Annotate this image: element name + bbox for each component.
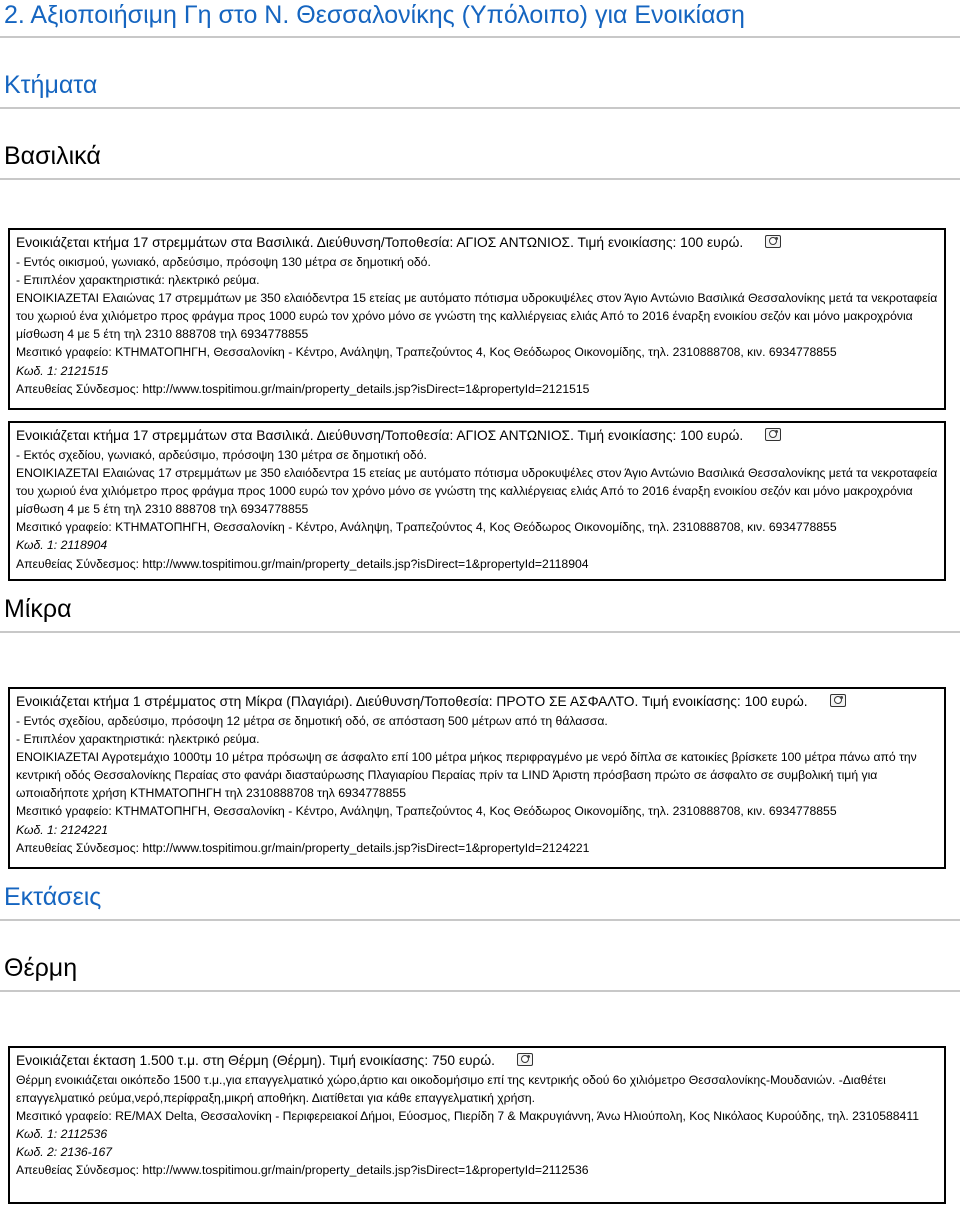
listing-card[interactable] [8, 421, 946, 581]
listing-code: Κωδ. 2: 2136-167 [16, 1145, 113, 1160]
section-heading-ktimata: Κτήματα [4, 71, 98, 99]
listing-feature: - Εντός σχεδίου, αρδεύσιμο, πρόσοψη 12 μέτρα σε δημοτική οδό, σε απόσταση 500 μέτρων από τη θάλασσα. [16, 714, 608, 728]
divider [0, 919, 960, 921]
section-heading-mikra: Μίκρα [4, 595, 72, 623]
camera-icon[interactable] [765, 235, 781, 248]
listing-link[interactable]: Απευθείας Σύνδεσμος: http://www.tospitimou.gr/main/property_details.jsp?isDirect=1&propertyId=2112536 [16, 1163, 589, 1178]
listing-link[interactable]: Απευθείας Σύνδεσμος: http://www.tospitimou.gr/main/property_details.jsp?isDirect=1&propertyId=2121515 [16, 381, 590, 396]
listing-description: Θέρμη ενοικιάζεται οικόπεδο 1500 τ.μ.,για επαγγελματικό χώρο,άρτιο και οικοδομήσιμο επί της κεντρικής οδού 6ο χιλιόμετρο Θεσσαλονίκης-Μουδανιών. -Διαθέτει επαγγελματικό ρεύμα,νερό,περίφραξη,μικρή αποθήκη. Διατίθεται για κάθε επαγγελματική χρήση. [16, 1073, 886, 1106]
listing-feature: - Επιπλέον χαρακτηριστικά: ηλεκτρικό ρεύμα. [16, 732, 260, 747]
listing-description: ΕΝΟΙΚΙΑΖΕΤΑΙ Αγροτεμάχιο 1000τμ 10 μέτρα πρόσωψη σε άσφαλτο επί 100 μέτρα μήκος περιφραγμένο με νερό δίπλα σε κατοικίες βρίσκετε 100 μέτρα πάνω από την κεντρική οδός Θεσσαλονίκης Περαίας στο φανάρι διασταύρωσης Πλαγιαρίου Περαίας πρίν τα LIND Άριστη πρόσβαση πρώτο σε άσφαλτο σε συμβολική τιμή για ωποιαδήποτε χρήση ΚΤΗΜΑΤΟΠΗΓΗ τηλ 2310888708 τηλ 6934778855 [16, 750, 917, 801]
divider [0, 36, 960, 38]
listing-title[interactable]: Ενοικιάζεται κτήμα 17 στρεμμάτων στα Βασιλικά. Διεύθυνση/Τοποθεσία: ΑΓΙΟΣ ΑΝΤΩΝΙΟΣ. Τιμή ενοικίασης: 100 ευρώ. [16, 426, 938, 445]
section-heading-thermi: Θέρμη [4, 954, 78, 982]
divider [0, 178, 960, 180]
section-heading-vasilika: Βασιλικά [4, 142, 101, 170]
listing-broker: Μεσιτικό γραφείο: ΚΤΗΜΑΤΟΠΗΓΗ, Θεσσαλονίκη - Κέντρο, Ανάληψη, Τραπεζούντος 4, Κος Θεόδωρος Οικονομίδης, τηλ. 2310888708, κιν. 6934778855 [16, 345, 837, 360]
listing-broker: Μεσιτικό γραφείο: ΚΤΗΜΑΤΟΠΗΓΗ, Θεσσαλονίκη - Κέντρο, Ανάληψη, Τραπεζούντος 4, Κος Θεόδωρος Οικονομίδης, τηλ. 2310888708, κιν. 6934778855 [16, 804, 837, 819]
page-title: 2. Αξιοποιήσιμη Γη στο Ν. Θεσσαλονίκης (Υπόλοιπο) για Ενοικίαση [4, 1, 745, 29]
camera-icon[interactable] [830, 694, 846, 707]
camera-icon[interactable] [765, 428, 781, 441]
listing-card[interactable] [8, 228, 946, 410]
listing-code: Κωδ. 1: 2112536 [16, 1127, 108, 1142]
divider [0, 631, 960, 633]
listing-card[interactable] [8, 1046, 946, 1204]
listing-feature: - Επιπλέον χαρακτηριστικά: ηλεκτρικό ρεύμα. [16, 273, 260, 288]
listing-title[interactable]: Ενοικιάζεται κτήμα 1 στρέμματος στη Μίκρα (Πλαγιάρι). Διεύθυνση/Τοποθεσία: ΠΡΟΤΟ ΣΕ ΑΣΦΑΛΤΟ. Τιμή ενοικίασης: 100 ευρώ. [16, 692, 938, 711]
listing-code: Κωδ. 1: 2118904 [16, 538, 108, 553]
section-heading-ektaseis: Εκτάσεις [4, 883, 102, 911]
listing-card[interactable] [8, 687, 946, 869]
listing-link[interactable]: Απευθείας Σύνδεσμος: http://www.tospitimou.gr/main/property_details.jsp?isDirect=1&propertyId=2118904 [16, 556, 589, 571]
listing-code: Κωδ. 1: 2121515 [16, 363, 109, 378]
listing-description: ΕΝΟΙΚΙΑΖΕΤΑΙ Ελαιώνας 17 στρεμμάτων με 350 ελαιόδεντρα 15 ετείας με αυτόματο πότισμα υδροκυψέλες στον Άγιο Αντώνιο Βασιλικά Θεσσαλονίκης μετά τα νεκροταφεία του χωριού ένα χιλιόμετρο προς φράγμα προς 1000 ευρώ τον χρόνο μόνο σε γνώστη της καλλιέργειας ελιάς Από το 2016 έναρξη ενοικίου σεζόν και μόνο μακροχρόνια μίσθωση 4 με 5 έτη τηλ 2310 888708 τηλ 6934778855 [16, 291, 938, 342]
listing-feature: - Εκτός σχεδίου, γωνιακό, αρδεύσιμο, πρόσοψη 130 μέτρα σε δημοτική οδό. [16, 448, 427, 462]
listing-broker: Μεσιτικό γραφείο: ΚΤΗΜΑΤΟΠΗΓΗ, Θεσσαλονίκη - Κέντρο, Ανάληψη, Τραπεζούντος 4, Κος Θεόδωρος Οικονομίδης, τηλ. 2310888708, κιν. 6934778855 [16, 520, 837, 535]
listing-code: Κωδ. 1: 2124221 [16, 822, 109, 837]
listing-link[interactable]: Απευθείας Σύνδεσμος: http://www.tospitimou.gr/main/property_details.jsp?isDirect=1&propertyId=2124221 [16, 840, 590, 855]
listing-description: ΕΝΟΙΚΙΑΖΕΤΑΙ Ελαιώνας 17 στρεμμάτων με 350 ελαιόδεντρα 15 ετείας με αυτόματο πότισμα υδροκυψέλες στον Άγιο Αντώνιο Βασιλικά Θεσσαλονίκης μετά τα νεκροταφεία του χωριού ένα χιλιόμετρο προς φράγμα προς 1000 ευρώ τον χρόνο μόνο σε γνώστη της καλλιέργειας ελιάς Από το 2016 έναρξη ενοικίου σεζόν και μόνο μακροχρόνια μίσθωση 4 με 5 έτη τηλ 2310 888708 τηλ 6934778855 [16, 466, 938, 517]
listing-feature: - Εντός οικισμού, γωνιακό, αρδεύσιμο, πρόσοψη 130 μέτρα σε δημοτική οδό. [16, 255, 431, 269]
listing-broker: Μεσιτικό γραφείο: RE/MAX Delta, Θεσσαλονίκη - Περιφερειακοί Δήμοι, Εύοσμος, Πιερίδη 7 & Μακρυγιάννη, Άνω Ηλιούπολη, Κος Νικόλαος Κυρούδης, τηλ. 2310588411 [16, 1109, 919, 1124]
divider [0, 107, 960, 109]
camera-icon[interactable] [517, 1053, 533, 1066]
listing-title[interactable]: Ενοικιάζεται κτήμα 17 στρεμμάτων στα Βασιλικά. Διεύθυνση/Τοποθεσία: ΑΓΙΟΣ ΑΝΤΩΝΙΟΣ. Τιμή ενοικίασης: 100 ευρώ. [16, 233, 938, 252]
listing-title[interactable]: Ενοικιάζεται έκταση 1.500 τ.μ. στη Θέρμη (Θέρμη). Τιμή ενοικίασης: 750 ευρώ. [16, 1051, 938, 1070]
divider [0, 990, 960, 992]
